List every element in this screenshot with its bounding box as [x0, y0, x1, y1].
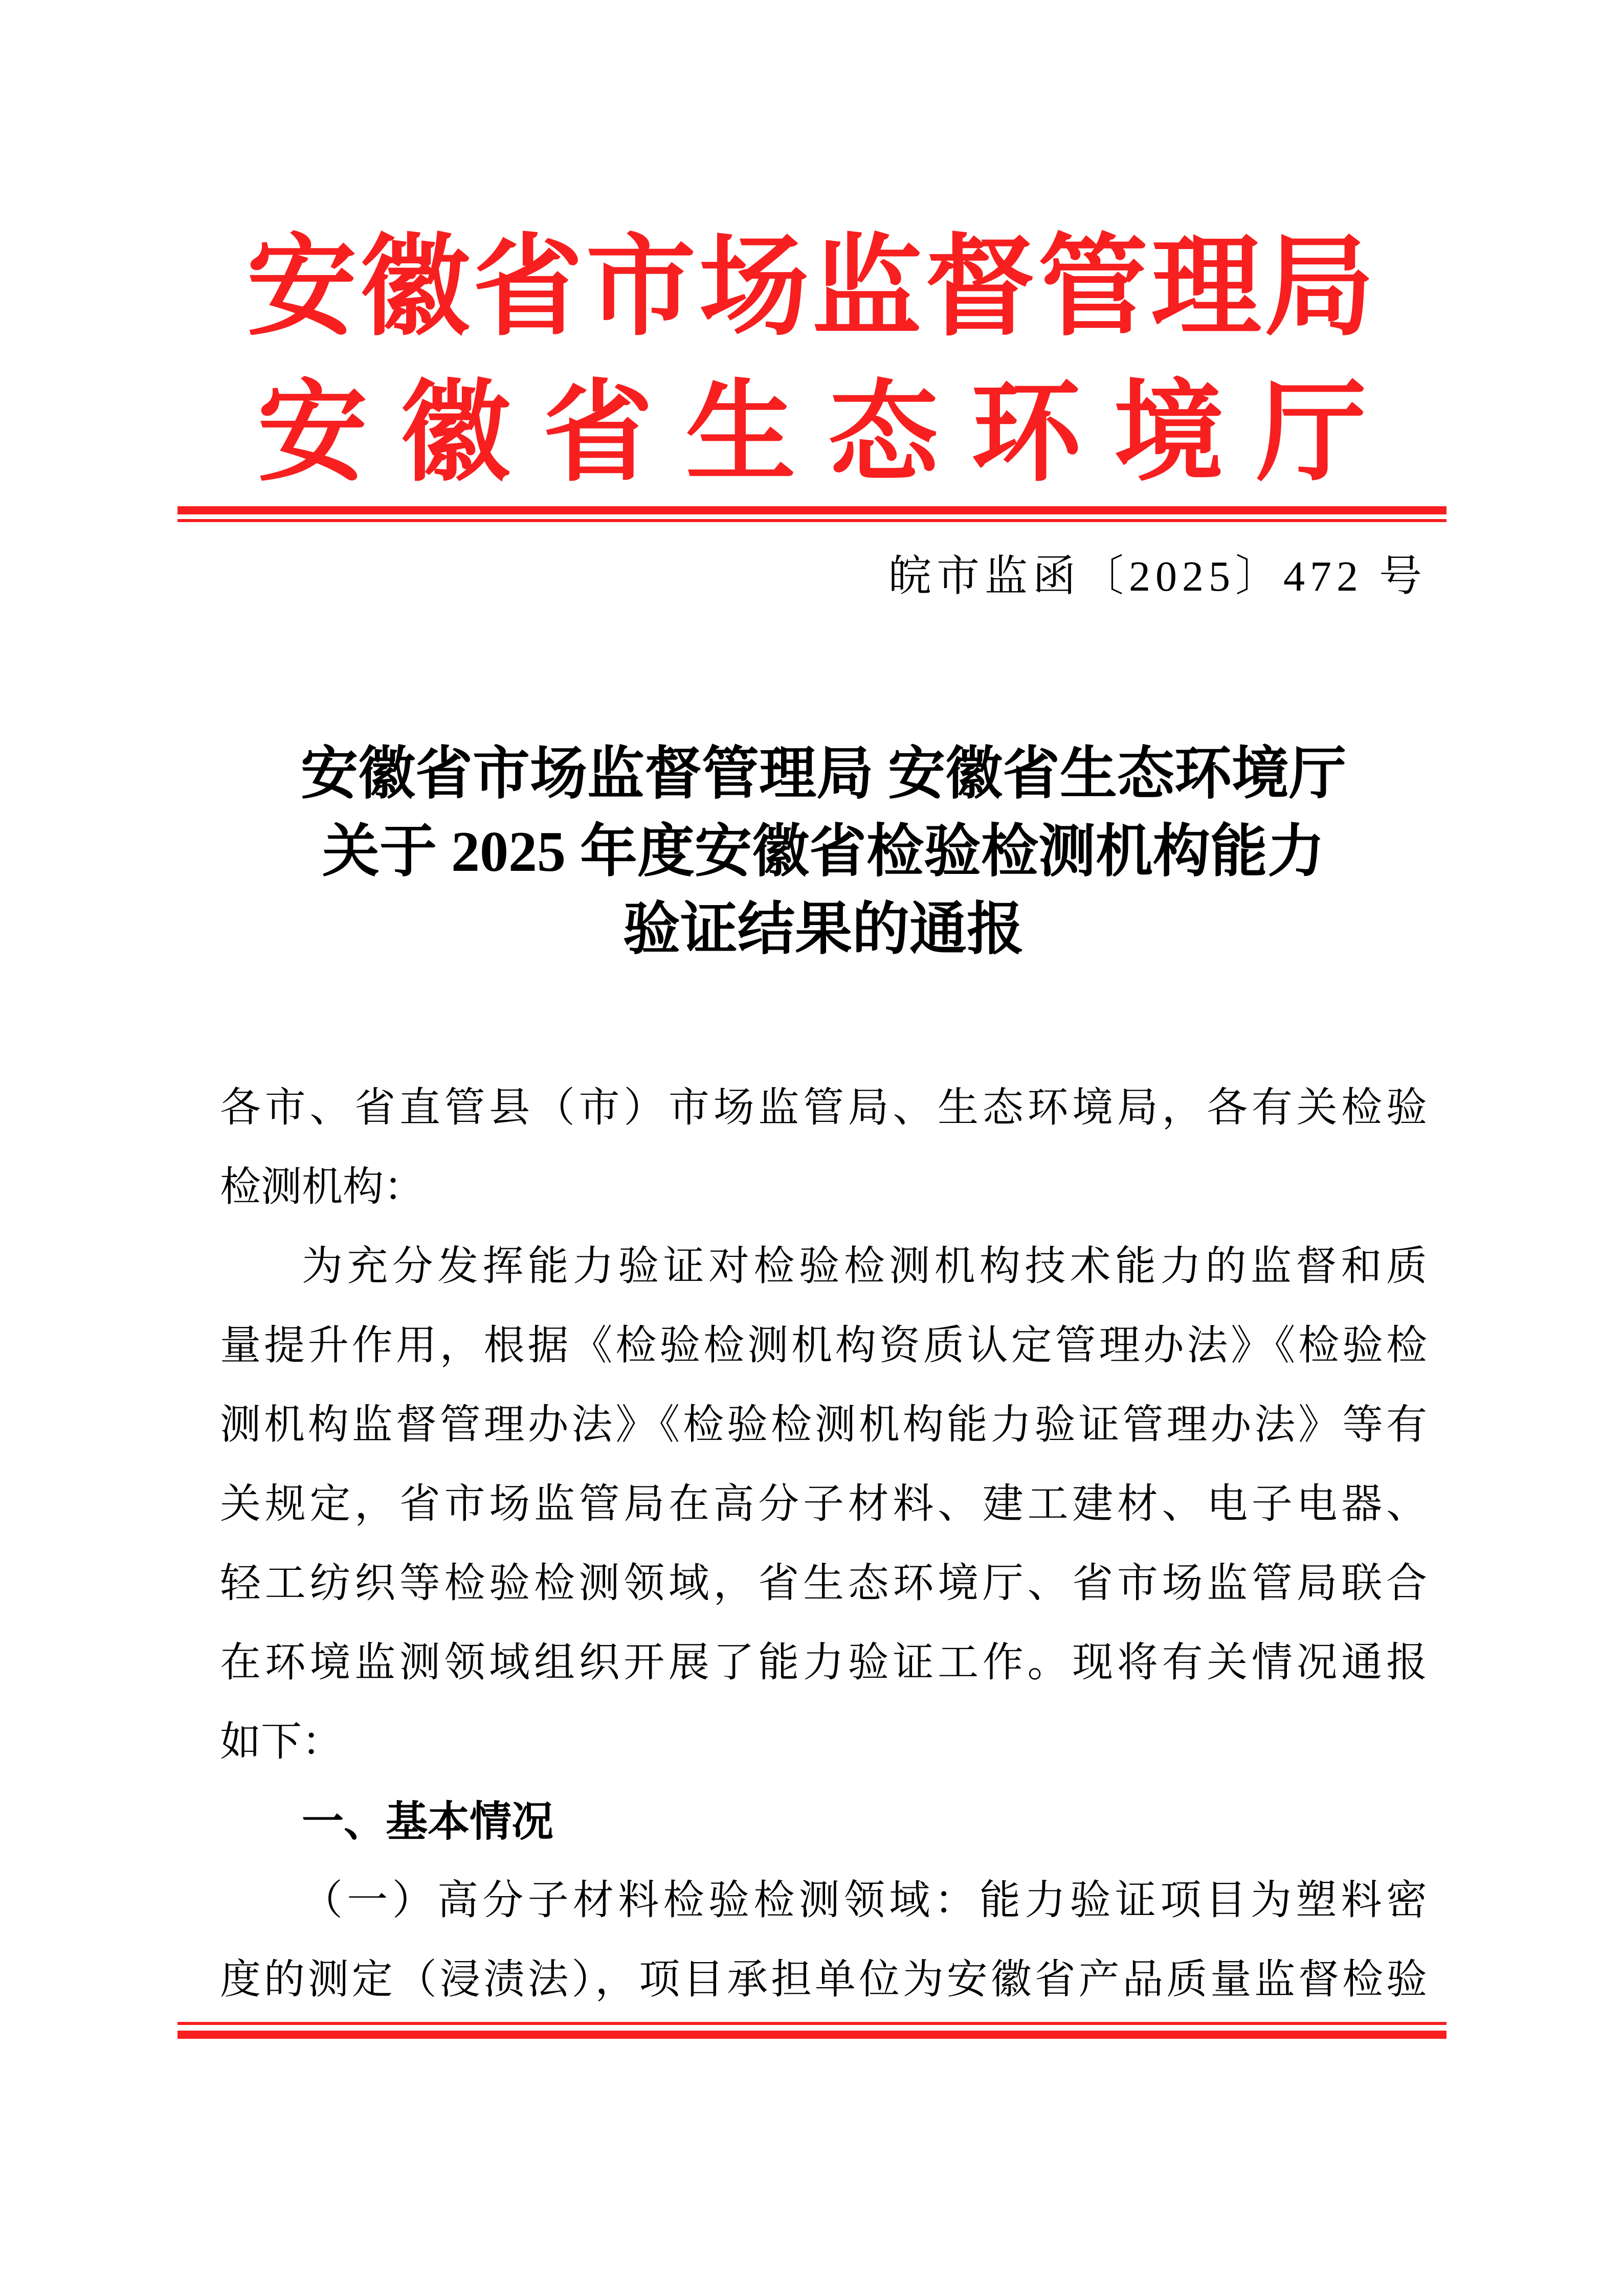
- separator-thin-bar: [177, 519, 1447, 522]
- body-line: 在环境监测领域组织开展了能力验证工作。现将有关情况通报: [220, 1640, 1427, 1685]
- salutation-line: 各市、省直管县（市）市场监管局、生态环境局，各有关检验: [220, 1086, 1427, 1131]
- body-line: 度的测定（浸渍法），项目承担单位为安徽省产品质量监督检验: [220, 1957, 1427, 2002]
- separator-gap: [177, 2025, 1447, 2031]
- body-line: 测机构监督管理办法》《检验检测机构能力验证管理办法》等有: [220, 1403, 1427, 1448]
- title-line-2: 关于 2025 年度安徽省检验检测机构能力: [322, 820, 1325, 884]
- body-line: 轻工纺织等检验检测领域，省生态环境厅、省市场监管局联合: [220, 1561, 1427, 1606]
- issuer-name-line-2: 安徽省生态环境厅: [257, 372, 1399, 494]
- letterhead: [177, 215, 1447, 506]
- letterhead-separator-top: [177, 506, 1447, 522]
- document-body: [220, 1069, 1427, 2020]
- section-heading: 一、基本情况: [302, 1798, 554, 1845]
- issuer-name-line-1: 安徽省市场监督管理局: [247, 227, 1377, 349]
- separator-thick-bar: [177, 506, 1447, 514]
- title-line-3: 验证结果的通报: [623, 898, 1024, 961]
- document-title: [220, 735, 1427, 969]
- body-line: 量提升作用，根据《检验检测机构资质认定管理办法》《检验检: [220, 1323, 1427, 1368]
- body-line: 为充分发挥能力验证对检验检测机构技术能力的监督和质: [302, 1244, 1427, 1289]
- document-number: 皖市监函〔2025〕472 号: [888, 553, 1427, 600]
- separator-gap: [177, 514, 1447, 519]
- separator-thick-bar: [177, 2031, 1447, 2039]
- salutation-line: 检测机构：: [220, 1165, 425, 1210]
- title-line-1: 安徽省市场监督管理局 安徽省生态环境厅: [301, 742, 1346, 806]
- body-line: 如下：: [220, 1720, 343, 1765]
- footer-separator: [177, 2022, 1447, 2039]
- body-line: 关规定，省市场监管局在高分子材料、建工建材、电子电器、: [220, 1482, 1427, 1527]
- body-line: （一）高分子材料检验检测领域：能力验证项目为塑料密: [302, 1878, 1427, 1923]
